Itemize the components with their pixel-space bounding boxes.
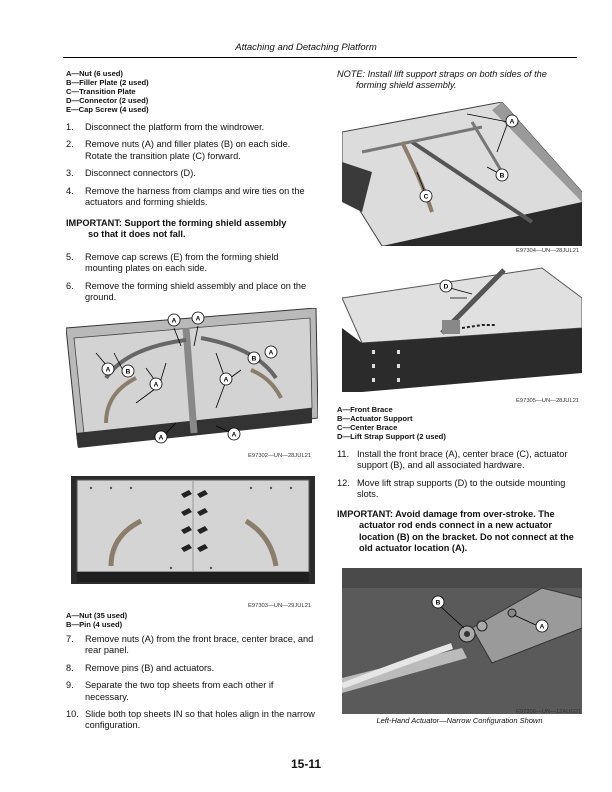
legend-item: D—Connector (2 used)	[66, 96, 149, 105]
page-number: 15-11	[290, 757, 322, 771]
callout-label-a: A	[195, 315, 201, 323]
legend-item: A—Nut (6 used)	[66, 69, 123, 78]
step: 5. Remove cap screws (E) from the forming shield mounting plates on each side.	[66, 252, 279, 274]
callout-label-a: A	[158, 434, 164, 442]
steps-7-10	[66, 634, 316, 738]
callout-label-c: C	[423, 193, 429, 201]
legend-item: B—Filler Plate (2 used)	[66, 78, 149, 87]
legend-item: A—Nut (35 used)	[66, 611, 128, 620]
forming-shield-illustration	[66, 308, 318, 450]
step: 1. Disconnect the platform from the windrower.	[66, 122, 265, 132]
step: 8. Remove pins (B) and actuators.	[66, 662, 215, 673]
legend-item: C—Transition Plate	[66, 87, 136, 96]
step: 7. Remove nuts (A) from the front brace, center brace, and rear panel.	[66, 634, 314, 656]
legend-item: B—Actuator Support	[337, 414, 413, 423]
important-notice-1: IMPORTANT: Support the forming shield assembly so that it does not fall.	[66, 218, 287, 240]
callout-label-a: A	[223, 376, 229, 384]
legend-item: C—Center Brace	[337, 423, 398, 432]
lift-strap-illustration	[342, 258, 582, 392]
legend-bottom-left	[66, 611, 316, 629]
top-sheets-illustration	[71, 476, 315, 584]
callout-label-b: B	[251, 355, 257, 363]
braces-illustration	[342, 102, 582, 246]
header-rule	[63, 57, 577, 58]
callout-label-a: A	[153, 381, 159, 389]
figure-caption-actuator: Left-Hand Actuator—Narrow Configuration Shown	[376, 716, 543, 725]
step: 10. Slide both top sheets IN so that holes align in the narrow configuration.	[66, 709, 315, 731]
callout-label-a: A	[231, 431, 237, 439]
figure-id-e97305: E97305—UN—28JUL21	[516, 398, 580, 404]
legend-item: E—Cap Screw (4 used)	[66, 105, 149, 114]
figure-id-e97302: E97302—UN—28JUL21	[248, 453, 312, 459]
callout-label-a: A	[105, 366, 111, 374]
figure-top-sheets-nuts	[71, 476, 315, 584]
figure-braces	[342, 102, 582, 246]
legend-item: A—Front Brace	[337, 405, 393, 414]
legend-item: B—Pin (4 used)	[66, 620, 123, 629]
step: 4. Remove the harness from clamps and wire ties on the actuators and forming shields.	[66, 185, 305, 208]
figure-forming-shield-fasteners	[66, 308, 318, 450]
legend-top-left	[66, 69, 316, 114]
step: 12. Move lift strap supports (D) to the outside mounting slots.	[337, 477, 566, 500]
step: 2. Remove nuts (A) and filler plates (B) on each side. Rotate the transition plate (C) forward.	[66, 139, 291, 161]
callout-label-b: B	[125, 368, 131, 376]
callout-label-b: B	[435, 599, 441, 607]
figure-id-e97303: E97303—UN—29JUL21	[248, 603, 312, 609]
legend-right	[337, 405, 582, 441]
callout-label-a: A	[539, 623, 545, 631]
figure-lift-strap-support	[342, 258, 582, 392]
callout-label-a: A	[509, 118, 515, 126]
important-notice-2: IMPORTANT: Avoid damage from over-stroke. The actuator rod ends connect in a new actuator location (B) on the bracket. Do not connect at the old actuator location (A).	[337, 509, 574, 554]
callout-label-a: A	[171, 317, 177, 325]
callout-label-b: B	[499, 172, 505, 180]
step: 11. Install the front brace (A), center brace (C), actuator support (B), and all associated hardware.	[337, 449, 568, 471]
actuator-illustration	[342, 568, 582, 714]
steps-1-4	[66, 122, 316, 214]
steps-11-12	[337, 449, 582, 507]
callout-label-d: D	[443, 283, 449, 291]
note-lift-straps: NOTE: Install lift support straps on both sides of the forming shield assembly.	[337, 69, 547, 91]
step: 6. Remove the forming shield assembly and place on the ground.	[66, 280, 307, 303]
steps-5-6	[66, 252, 316, 310]
figure-left-hand-actuator	[342, 568, 582, 714]
figure-id-e97306: E97306—UN—12AUG21	[516, 709, 582, 715]
step: 9. Separate the two top sheets from each other if necessary.	[66, 680, 274, 702]
callout-label-a: A	[268, 349, 274, 357]
figure-id-e97304: E97304—UN—28JUL21	[516, 248, 580, 254]
legend-item: D—Lift Strap Support (2 used)	[337, 432, 446, 441]
step: 3. Disconnect connectors (D).	[66, 168, 196, 179]
page-header: Attaching and Detaching Platform	[235, 42, 377, 53]
